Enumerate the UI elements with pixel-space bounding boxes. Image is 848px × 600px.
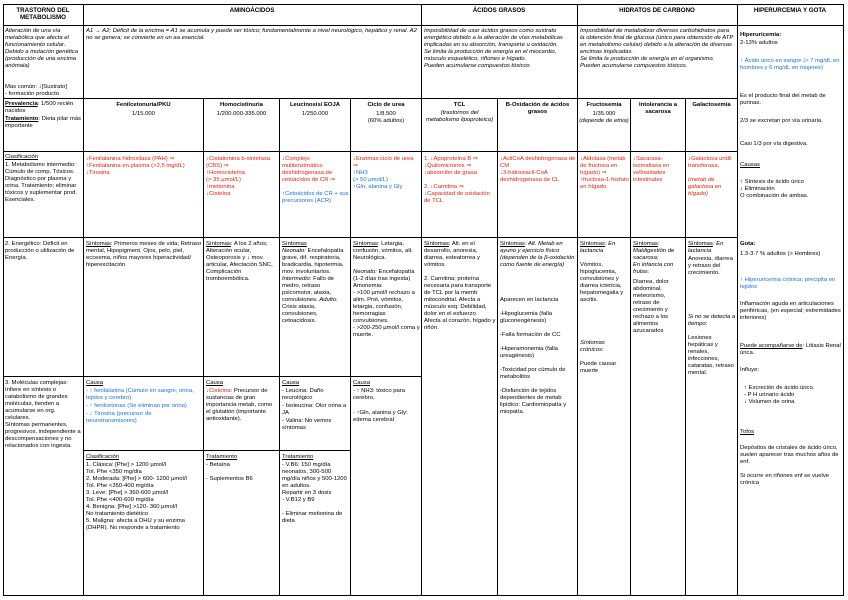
urea-cause-b: - ↑Gln, alanina y Gly: edema cerebral (353, 410, 408, 423)
pku-cause-b: - ↑ fenilcetonas (Se eliminan por orina) (86, 403, 187, 409)
msud-cause-a: - Leucina: Daño neurológico (282, 388, 324, 401)
msud-cause-label: Causa (282, 380, 300, 386)
pku-symptoms-text: : Primeros meses de vida; Retraso mental, Hipopigment. Ojos, pelo, piel, ecceema, niños mayores hiperactividad/ hiperexcitación (86, 241, 202, 268)
intol-symptoms (633, 241, 684, 262)
homo-symptoms-label: Síntomas (206, 241, 231, 247)
urea-symptoms-label: Síntomas (353, 241, 378, 247)
homo-cause-cisteina: ↓Cisteína (206, 388, 231, 394)
urea-symptoms-neonato (353, 269, 420, 339)
gota-hyper-title: Hiperuricemia: (740, 32, 782, 38)
fructo-symptoms-label: Síntomas (580, 241, 605, 247)
left-treatment (5, 116, 82, 130)
intol-symptoms-label: Síntomas (633, 241, 658, 247)
beta-symptoms (500, 241, 576, 269)
pku-symptoms (86, 241, 202, 269)
galacto-name: Galactosemia (692, 102, 731, 108)
gota-hyper-origin: Es el producto final del metab de purinas. (740, 93, 826, 106)
gota-prevalence: 1.3-3.7 % adultos (> Hombres) (740, 251, 821, 257)
tcl-subtitle: (trastornos del metabolismo lipoproteico) (425, 110, 494, 123)
gota-accompany-text: : Litiasis Renal úrica. (740, 343, 841, 356)
left-classification-2: 2. Energético: Déficit en producción o utilización de Energía. (5, 241, 75, 261)
beta-symptoms-list: Aparecen en lactancia -Hipoglucemia (falla gluconeogénesis) -Falla formación de CC -Hiperamonemia (falla ureagénesis) -Toxicidad por cúmulo de metabolitos -Disfunción de tejidos dependientes de metab lipídico: Cardiomiopatía y miopatía. (500, 297, 567, 415)
pku-cause-c: - ↓ Tirosina (precursor de neurotransmisores) (86, 411, 152, 424)
msud-classification-b: ↑Cetoácidos de CR + sus precursores (ACR) (282, 191, 349, 204)
grasos-intro-text: Imposibilidad de usar ácidos grasos como sustrato energético debido a la alteración de vías metabólicas implicadas en su absorción, transporte u oxidación. Se limita la producción de energía en el miocardio, músculo esquelético, riñones e hígado. Pueden acumularse compuestos tóxicos (424, 28, 563, 69)
homo-cause (206, 388, 278, 423)
homo-cause-text: : Precursor de sustancias de gran importancia metab, como el glutatión (importante antioxidante). (206, 388, 273, 422)
galacto-symptoms-label: Síntomas (688, 241, 713, 247)
gota-accompany-label: Puede acompañarse de (740, 343, 803, 349)
amino-intro-text: A1 → A2; Déficit de la encima = A1 se acumula y puede ser tóxico; fundamentalmente a nivel neurológico, hepático y renal. A2 no se genera; se convierte en un aa esencial. (86, 28, 417, 41)
urea-neonato-label: Neonato: (353, 269, 377, 275)
pku-symptoms-label: Síntomas (86, 241, 111, 247)
fructo-symptoms-list: Vómitos, hipoglucemia, convulsiones y diarrea ictericia, hepatomegalia y ascitis. (580, 262, 624, 303)
header-trastorno: TRASTORNO DEL METABOLISMO (16, 7, 70, 21)
pku-cause-a: - ↑ fenilalanina (Cúmulo en sangre, orina, tejidos y cerebro) (86, 388, 194, 401)
msud-neonato-label: Neonato: (282, 248, 306, 254)
fructo-chronic-label: Síntomas crónicos: (580, 340, 605, 353)
tcl-symptoms (424, 241, 496, 332)
prevalence-label: Prevalencia (5, 101, 38, 107)
intol-infancy-label: En infancia con frutas: (633, 262, 674, 275)
galacto-symptoms (688, 241, 737, 255)
header-hidratos: HIDRATOS DE CARBONO (619, 7, 695, 14)
fructo-prevalence: 1/35.000 (592, 111, 616, 117)
homo-symptoms (206, 241, 278, 283)
homo-cause-label: Causa (206, 380, 224, 386)
urea-neonato-text: Encefalopatía (1-2 días tras ingesta) Amonemia: - >100 µmol/l rechazo a alim. Prot, vómitos, letargia, confusión, hemorragias convulsiones. - >200-250 µmol/l coma y muerte. (353, 269, 420, 338)
left-classification-label: Clasificación (5, 154, 39, 160)
prevalence-value: : 1/500 recién nacidos (5, 101, 74, 114)
msud-prevalence: 1/250.000 (301, 111, 329, 117)
urea-symptoms-text: : Letargia, confusión, vómitos, alt. Neurológica. (353, 241, 413, 261)
gota-hyper-prevalence: 2-13% adultos (740, 40, 778, 46)
msud-symptoms (282, 248, 349, 325)
intol-symptoms-desc: : Maldigestión de sacarosa; (633, 241, 675, 261)
urea-name: Ciclo de urea (367, 102, 405, 108)
msud-neonato-text: Encefalopatía grave, dif. respiratoria, bradicardia, hipotermia, mov. involuntarios. (282, 248, 344, 275)
treatment-label: Tratamiento (5, 116, 39, 122)
beta-symptoms-label: Síntomas (500, 241, 525, 247)
pku-name: Fenilcetonuria/PKU (116, 102, 171, 108)
galacto-classification-a: ↓Galactosa uridil transferasa, (688, 156, 732, 169)
urea-prevalence: 1/8.500 (376, 111, 396, 117)
gota-causes: ↑ Síntesis de ácido úrico ↓ Eliminación O combinación de ambas. (740, 179, 809, 199)
gota-hyper-excretion: 2/3 se excretan por vía urinaria. (740, 118, 823, 124)
header-gota: HIPERURCEMIA Y GOTA (753, 7, 827, 14)
homo-treatment-label: Tratamiento (206, 454, 238, 460)
gota-inflammation: Inflamación aguda en articulaciones periféricas, (en especial; extremidades inferiores) (740, 301, 841, 321)
gota-accompany (740, 343, 842, 357)
intol-name: Intolerancia a sacarosa (639, 102, 677, 115)
pku-clasif-list: 1. Clásica: [Phe] > 1200 µmol/l Tol. Phe <350 mg/día 2. Moderada: [Phe] > 600- 1200 µmol/l Tol. Phe <350-400 mg/día 3. Leve: [Phe] > 360-600 µmol/l Tol. Phe <400-600 mg/día 4. Benigna: [Phe] >120- 360 µmol/l No tratamiento dietético 5. Maligna: afecta a DHU y su enzima (DHPR). No responde a tratamiento (86, 462, 187, 531)
beta-sint-cell (497, 237, 578, 596)
urea-symptoms (353, 241, 420, 262)
gota-tofos: Depósitos de cristales de ácido úrico, suelen aparecer tras muchos años de enf. Si ocurre en riñones enf se vuelve crónica (740, 445, 839, 486)
gota-causes-label: Causas (740, 162, 760, 168)
tcl-name: TCL (453, 102, 466, 108)
msud-classification-a: ↓Complejo multienzimático deshidrogenasa de cetoácidos de CR ⇒ (282, 156, 336, 183)
fructo-prevalence-note: (depende de etnia) (579, 118, 629, 124)
left-classification-1: 1. Metabolismo intermedio: Cúmulo de comp. Tóxicos. Diagnóstico por plasma y orina. Tratamiento; eliminar tóxicos y suplementar prod. Esenciales. (5, 162, 78, 203)
msud-symptoms-label: Síntomas (282, 241, 307, 247)
galacto-symptoms-list: Anorexia, diarrea y retraso del crecimiento. (688, 256, 733, 276)
treatment-value: : Dieta pilar más importante (5, 116, 81, 129)
gota-hyper-definition: ↑ Ácido úrico en sangre (> 7 mg/dL en hombres y 6 mg/dL en mujeres) (740, 58, 840, 71)
msud-intermedio-label: Intermedio: (282, 276, 312, 282)
tcl-symptoms-text: : Alt. en el desarrollo, anorexia, diarrea, esteatorrea y vómitos. 2. Carnitina; proteína necesaria para transporte de TCL por la memb mitocondrial. Afecta a músculo esq: Debilidad, dolor en el esfuerzo. Afecta al corazón, hígado y riñón. (424, 241, 496, 331)
urea-cause-label: Causa (353, 380, 371, 386)
gota-title: Gota: (740, 241, 756, 247)
homo-symptoms-text: : A los 2 años; Alteración ocular, Osteoporosis y ↓ mov. articular, Afectación SNC, Complicación tromboembólica. (206, 241, 273, 282)
header-acidos-grasos: ÁCIDOS GRASOS (472, 7, 526, 14)
gota-chronic: ↑ Hiperuricemia crónica; precipita en tejidos (740, 277, 836, 290)
left-intro-text: Alteración de una vía metabólica que afecta el funcionamiento celular. Debido a mutación genética (producción de una encima anómala) (5, 28, 79, 69)
left-classification-3: 3. Moléculas complejas: Infiere en síntesis o catabolismo de grandes moléculas, tienden a acumularse en org. celulares. Síntomas permanentes, progresivos, independiente a descompensaciones y no relacionados con ingesta. (5, 380, 81, 449)
pku-classification: ↓Fenilalanina hidroxilasa (PAH) ⇒ ↑Fenilalanina en plasma (>2,5 mg/dL) ↓Tirosina (86, 156, 185, 176)
urea-prevalence-adults: (60% adultos) (367, 118, 405, 124)
intol-classification: ↓Sacarasa-isomaltasa en vellosidades intestinales (633, 156, 670, 183)
gota-tofos-label: Tofos (740, 429, 755, 435)
pku-prevalence: 1/15.000 (132, 111, 155, 117)
homo-treatment: - Betaína - Suplementos B6 (206, 462, 253, 482)
gota-influye: Influye: (740, 367, 759, 373)
intol-symptoms-list: Diarrea, dolor abdominal, meteorismo, retraso de crecimiento y rechazo a los alimentos azucarados (633, 279, 669, 334)
gota-hyper-digestive: Casi 1/3 por vía digestiva. (740, 141, 808, 147)
fructo-name: Fructosemia (586, 102, 622, 108)
metabolism-summary-table (3, 4, 844, 596)
pku-clasif-label: Clasificación (86, 454, 120, 460)
fructo-symptoms (580, 241, 630, 255)
urea-cause-a: - ↑ NH3: tóxico para cerebro. (353, 388, 406, 401)
homo-name: Homocistinuria (220, 102, 263, 108)
fructo-classification: ↓Aldolasa (metab de fructosa en hígado) ⇒ ↑fructosa-1-fosfato en hígado. (580, 156, 629, 190)
homo-classification-b: ↑Homocisteína (> 35 µmol/L) ↑metionina ↓Cisteína (206, 170, 245, 197)
galacto-late-list: Lesiones hepáticas y renales, infecciones, cataratas, retraso mental. (688, 335, 734, 376)
fructo-chronic: Puede causar muerte (580, 361, 617, 374)
tcl-classification: 1. ↓Apoproteína B ⇒ ↓Quilomicrones ⇒ ↓absorción de grasa 2. ↓Carnitina ⇒ ↓Capacidad de oxidación de TCL (424, 156, 490, 204)
msud-intermedio-text: Fallo de medro, retraso psicomotor, ataxia, convulsiones. (282, 276, 335, 303)
galacto-late-label: Si no se detecta a tiempo: (688, 314, 736, 327)
hidratos-intro-text: Imposibilidad de metabolizar diversos carbohidratos para la obtención final de glucosa (único para obtención de ATP en metabolismo celular) debido a la alteración de diversas encimas implicadas. Se limita la producción de energía en el organismo. Pueden acumularse compuestos tóxicos. (580, 28, 734, 69)
homo-prevalence: 1/200.000-335.000 (216, 111, 267, 117)
left-prevalence (5, 101, 82, 115)
tcl-symptoms-label: Síntomas (424, 241, 449, 247)
gota-influye-list: ↑ Excreción de ácido úrico. - P H urinario ácido ↓ Volumen de orina (744, 385, 815, 405)
msud-name: Leucinosis/ EOJA (289, 102, 341, 108)
header-aminoacidos: AMINOÁCIDOS (229, 7, 275, 14)
msud-adulto-text: Crisis ataxia, convulsiones, cetoacidosis. (282, 304, 318, 324)
left-intro-common: Mas común: ↓[Sustrato] - formación producto (5, 84, 67, 97)
pku-cause-label: Causa (86, 380, 104, 386)
urea-classification-b: ↑NH3 (> 50 µmol/L) ↑Gln, alanina y Gly (353, 170, 403, 190)
beta-classification: ↓AcilCoA deshidrogenasa de CM ↓3-hidroxiacil-CoA deshidrogenasa de CL (500, 156, 576, 183)
fructo-symptoms-when: : En lactancia (580, 241, 616, 254)
urea-classification-a: ↓Enzimas ciclo de urea ⇒ (353, 156, 414, 169)
msud-treatment-label: Tratamiento (282, 454, 314, 460)
msud-adulto-label: Adulto: (319, 297, 338, 303)
galacto-sint-cell (685, 237, 738, 596)
msud-treatment: - V.B6: 150 mg/día neonatos, 300-500 mg/día niños y 500-1200 en adultos. Repartir en 3 dosis - V.B12 y B9 - Eliminar metionina de dieta (282, 462, 347, 524)
msud-cause-c: - Valina: No vemos síntomas (282, 418, 332, 431)
galacto-classification-b: (metab de galactosa en hígado) (688, 177, 722, 197)
homo-classification-a: ↓Cistationina b-sintetasa (CBS) ⇒ (206, 156, 271, 169)
msud-cause-b: - Isoleucina: Olor orina a JA (282, 403, 347, 416)
beta-symptoms-intro: : Alt. Metab en ayuno y ejercicio físico (dependen de la β-oxidación como fuente de energía) (500, 241, 575, 268)
urea-causa-cell (350, 376, 422, 596)
beta-name: B-Oxidación de ácidos grasos (505, 102, 570, 115)
galacto-symptoms-when: : En lactancia (688, 241, 724, 254)
